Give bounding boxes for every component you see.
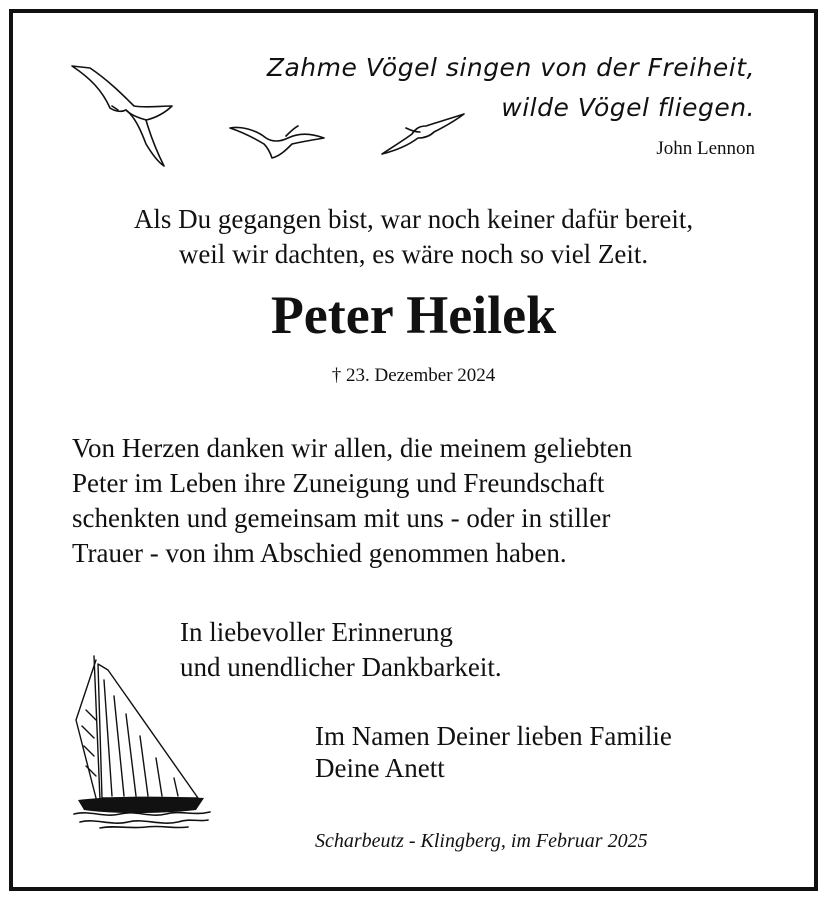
intro-line: Als Du gegangen bist, war noch keiner dafür bereit, xyxy=(133,204,694,234)
quote-author: John Lennon xyxy=(656,138,755,159)
thanks-line: Von Herzen danken wir allen, die meinem geliebten xyxy=(72,433,633,463)
memory-line: In liebevoller Erinnerung xyxy=(180,617,453,647)
memory-text xyxy=(180,615,502,685)
family-line: Im Namen Deiner lieben Familie xyxy=(315,721,672,751)
quote-line: wilde Vögel fliegen. xyxy=(501,93,755,122)
epigraph-quote xyxy=(267,48,755,128)
place-and-date: Scharbeutz - Klingberg, im Februar 2025 xyxy=(315,830,648,852)
death-date: † 23. Dezember 2024 xyxy=(331,365,496,386)
thanks-line: schenkten und gemeinsam mit uns - oder in stiller xyxy=(72,503,611,533)
family-signature xyxy=(315,720,672,784)
seagull-icon xyxy=(230,126,324,158)
thanks-line: Trauer - von ihm Abschied genommen haben. xyxy=(72,538,567,568)
intro-verse xyxy=(0,202,827,272)
seagull-icon xyxy=(72,66,172,166)
family-line: Deine Anett xyxy=(315,753,445,783)
quote-line: Zahme Vögel singen von der Freiheit, xyxy=(266,53,755,82)
memory-line: und unendlicher Dankbarkeit. xyxy=(180,652,502,682)
sailboat-icon xyxy=(70,650,215,830)
intro-line: weil wir dachten, es wäre noch so viel Zeit. xyxy=(178,239,649,269)
deceased-name: Peter Heilek xyxy=(270,285,557,345)
thanks-line: Peter im Leben ihre Zuneigung und Freundschaft xyxy=(72,468,605,498)
thanks-paragraph xyxy=(72,431,632,571)
